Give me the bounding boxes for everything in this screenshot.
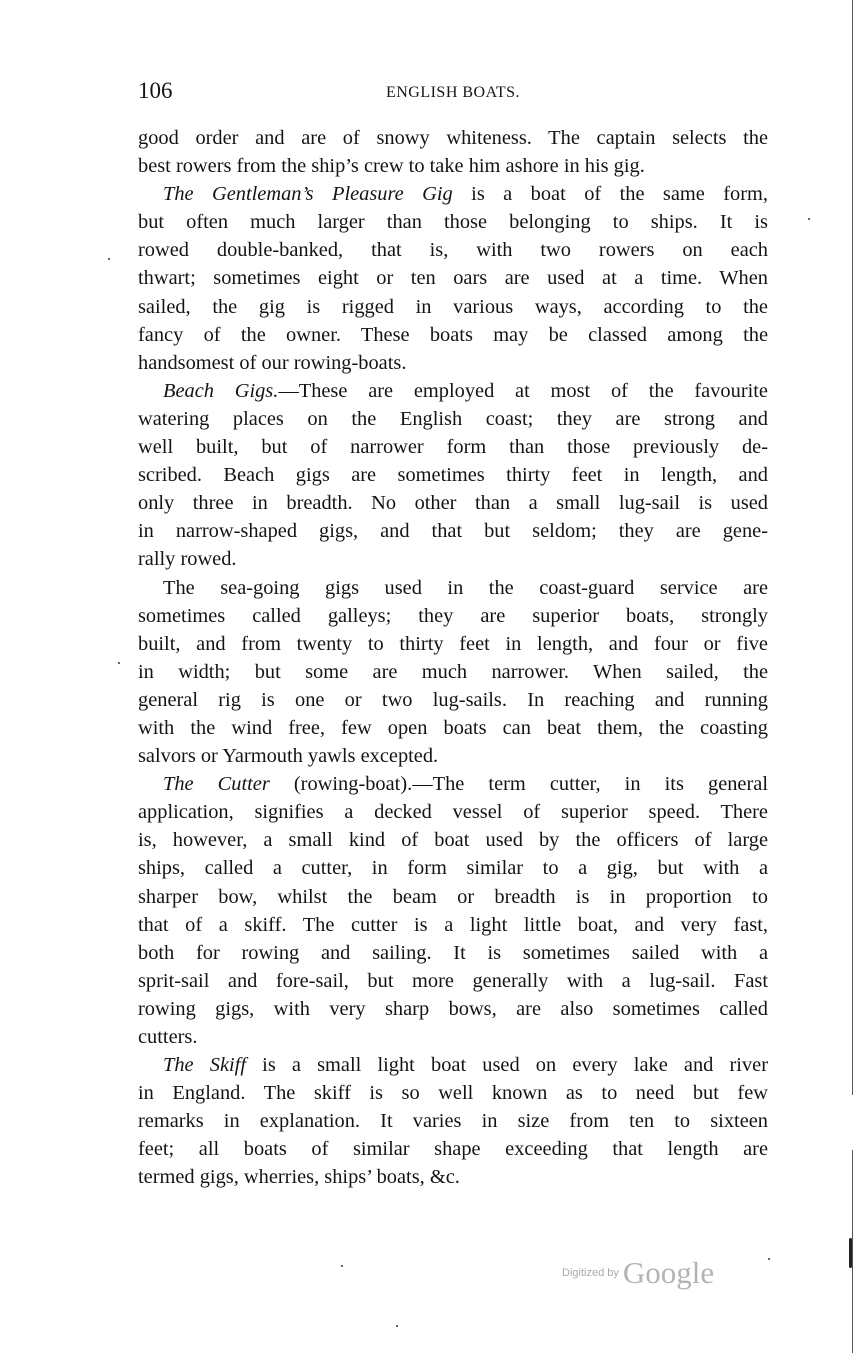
text-line <box>138 1135 768 1163</box>
line-text: rally rowed. <box>138 548 237 571</box>
line-text: scribed. Beach gigs are sometimes thirty feet in length, and <box>138 464 768 487</box>
paragraph <box>138 377 768 574</box>
line-text: cutters. <box>138 1026 198 1048</box>
line-text: in narrow-shaped gigs, and that but seldom; they are gene- <box>138 520 768 543</box>
text-line <box>138 798 768 826</box>
italic-term: The Gentleman’s Pleasure Gig <box>163 183 453 206</box>
text-line <box>138 1107 768 1135</box>
italic-term: The Skiff <box>163 1054 246 1077</box>
italic-term: Beach Gigs. <box>163 379 279 402</box>
text-line <box>138 967 768 995</box>
line-text: The sea-going gigs used in the coast-guard service are <box>163 576 768 599</box>
text-line <box>138 658 768 686</box>
page-edge-mark <box>849 1238 852 1268</box>
text-line <box>138 1079 768 1107</box>
scan-speck <box>118 662 120 664</box>
text-line <box>138 911 768 939</box>
text-line <box>138 574 768 602</box>
scan-speck <box>768 1258 770 1260</box>
text-line <box>138 826 768 854</box>
line-text: well built, but of narrower form than those previously de- <box>138 436 768 459</box>
line-text: ships, called a cutter, in form similar to a gig, but with a <box>138 857 768 880</box>
text-line <box>138 321 768 349</box>
line-text: good order and are of snowy whiteness. The captain selects the <box>138 127 768 149</box>
text-line <box>138 939 768 967</box>
line-text: feet; all boats of similar shape exceeding that length are <box>138 1138 768 1161</box>
text-line <box>138 489 768 517</box>
text-line <box>138 377 768 405</box>
line-text: (rowing-boat).—The term cutter, in its general <box>269 773 768 796</box>
text-line <box>138 405 768 433</box>
text-line <box>138 742 768 770</box>
line-text: that of a skiff. The cutter is a light little boat, and very fast, <box>138 913 768 936</box>
page-number: 106 <box>138 78 173 103</box>
line-text: is a small light boat used on every lake and river <box>246 1054 768 1077</box>
line-text: remarks in explanation. It varies in size from ten to sixteen <box>138 1110 768 1133</box>
text-line <box>138 630 768 658</box>
body-text <box>138 124 768 1192</box>
text-line <box>138 1051 768 1079</box>
paragraph <box>138 124 768 180</box>
scan-speck <box>808 218 810 220</box>
paragraph <box>138 574 768 771</box>
line-text: rowing gigs, with very sharp bows, are also sometimes called <box>138 997 768 1020</box>
text-line <box>138 433 768 461</box>
line-text: both for rowing and sailing. It is sometimes sailed with a <box>138 941 768 964</box>
text-line <box>138 1023 768 1051</box>
line-text: best rowers from the ship’s crew to take him ashore in his gig. <box>138 155 645 178</box>
line-text: handsomest of our rowing-boats. <box>138 351 407 374</box>
line-text: is, however, a small kind of boat used by the officers of large <box>138 829 768 852</box>
line-text: thwart; sometimes eight or ten oars are used at a time. When <box>138 267 768 290</box>
text-line <box>138 602 768 630</box>
text-line <box>138 264 768 292</box>
line-text: rowed double-banked, that is, with two rowers on each <box>138 239 768 262</box>
text-line <box>138 124 768 152</box>
paragraph <box>138 770 768 1051</box>
text-line <box>138 517 768 545</box>
scan-speck <box>341 1265 343 1267</box>
text-line <box>138 152 768 180</box>
text-line <box>138 714 768 742</box>
line-text: sharper bow, whilst the beam or breadth is in proportion to <box>138 885 768 908</box>
text-line <box>138 461 768 489</box>
text-line <box>138 545 768 573</box>
line-text: built, and from twenty to thirty feet in length, and four or five <box>138 632 768 655</box>
line-text: sometimes called galleys; they are superior boats, strongly <box>138 604 768 627</box>
line-text: in England. The skiff is so well known as to need but few <box>138 1082 768 1105</box>
line-text: is a boat of the same form, <box>452 183 768 206</box>
text-line <box>138 293 768 321</box>
line-text: only three in breadth. No other than a small lug-sail is used <box>138 492 768 515</box>
text-line <box>138 854 768 882</box>
line-text: —These are employed at most of the favourite <box>278 379 768 402</box>
paragraph <box>138 180 768 377</box>
text-line <box>138 883 768 911</box>
text-line <box>138 208 768 236</box>
watermark-brand: Google <box>622 1255 715 1290</box>
text-line <box>138 1163 768 1191</box>
text-line <box>138 180 768 208</box>
line-text: application, signifies a decked vessel of superior speed. There <box>138 801 768 824</box>
line-text: sailed, the gig is rigged in various ways, according to the <box>138 295 768 318</box>
running-title: ENGLISH BOATS. <box>385 84 521 101</box>
line-text: with the wind free, few open boats can beat them, the coasting <box>138 716 768 739</box>
line-text: salvors or Yarmouth yawls excepted. <box>138 745 439 768</box>
text-line <box>138 995 768 1023</box>
text-line <box>138 349 768 377</box>
line-text: watering places on the English coast; they are strong and <box>138 407 768 430</box>
text-line <box>138 236 768 264</box>
scan-speck <box>108 258 110 260</box>
line-text: but often much larger than those belonging to ships. It is <box>138 211 768 234</box>
line-text: fancy of the owner. These boats may be classed among the <box>138 323 768 346</box>
watermark-prefix: Digitized by <box>562 1267 619 1279</box>
line-text: termed gigs, wherries, ships’ boats, &c. <box>138 1166 460 1189</box>
line-text: sprit-sail and fore-sail, but more generally with a lug-sail. Fast <box>138 969 768 992</box>
page-edge-rule <box>852 0 853 1353</box>
scan-speck <box>396 1325 398 1327</box>
page-edge-gap <box>850 1095 856 1150</box>
line-text: general rig is one or two lug-sails. In reaching and running <box>138 688 768 711</box>
paragraph <box>138 1051 768 1191</box>
line-text: in width; but some are much narrower. When sailed, the <box>138 660 768 683</box>
text-line <box>138 686 768 714</box>
text-line <box>138 770 768 798</box>
digitized-by-google-watermark <box>562 1255 714 1295</box>
italic-term: The Cutter <box>163 773 270 796</box>
running-head <box>138 76 768 106</box>
